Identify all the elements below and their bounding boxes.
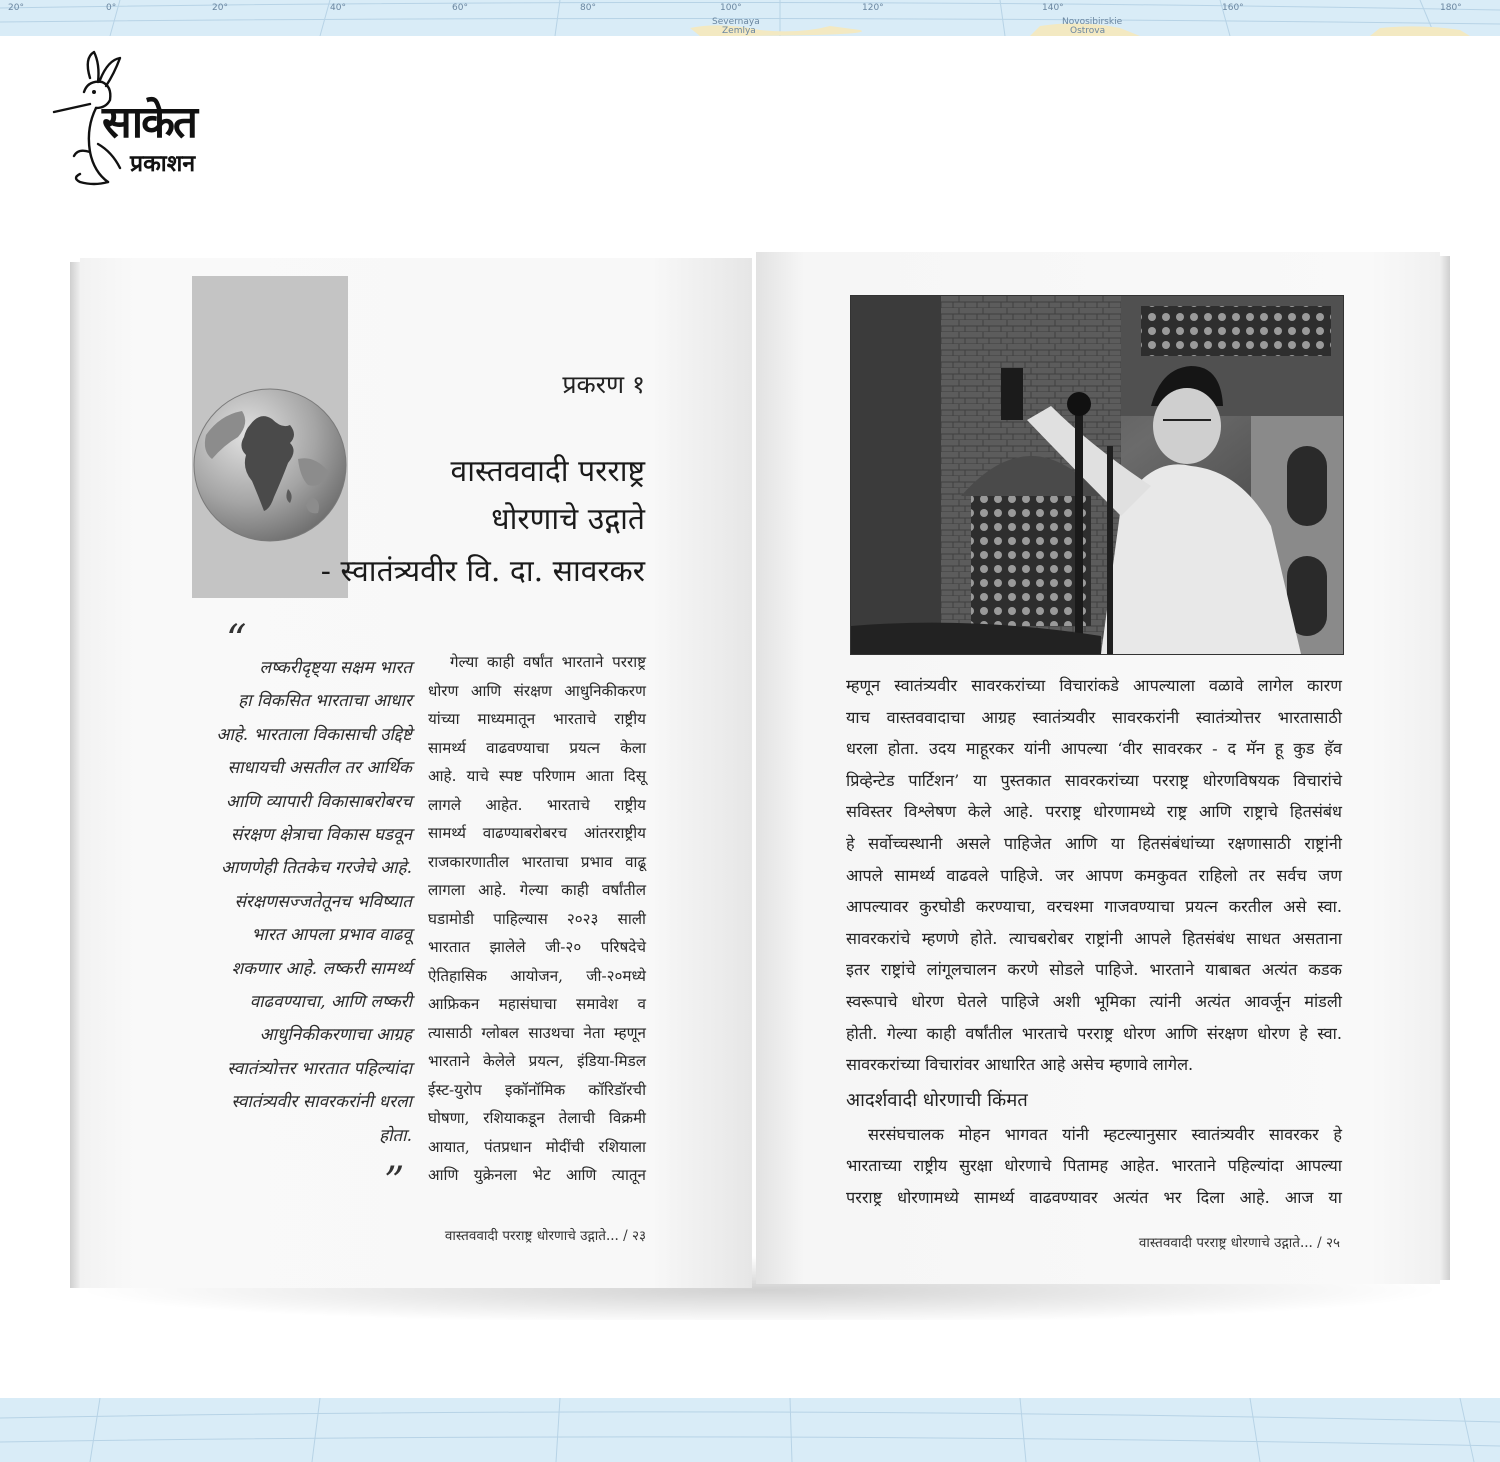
body-line: त्यासाठी ग्लोबल साउथचा नेता म्हणून bbox=[428, 1023, 646, 1042]
quote-line: संरक्षणसज्जतेतूनच भविष्यात bbox=[234, 891, 412, 912]
chapter-title-line-3: - स्वातंत्र्यवीर वि. दा. सावरकर bbox=[320, 554, 645, 589]
quote-line: हा विकसित भारताचा आधार bbox=[238, 691, 412, 712]
map-label: Severnaya bbox=[712, 17, 760, 27]
quote-line: शकणार आहे. लष्करी सामर्थ्य bbox=[231, 958, 412, 979]
body-line: स्वरूपाचे धोरण घेतले पाहिजे अशी भूमिका त्यांनी अत्यंत आवर्जून मांडली bbox=[846, 991, 1342, 1011]
quote-line: आहे. भारताला विकासाची उद्दिष्टे bbox=[216, 724, 412, 745]
map-label: Novosibirskie bbox=[1062, 17, 1123, 27]
savarkar-photo bbox=[850, 295, 1344, 655]
quote-open-mark: “ bbox=[226, 617, 247, 663]
body-line: धरला होता. उदय माहूरकर यांनी आपल्या ‘वीर सावरकर - द मॅन हू कुड हॅव bbox=[846, 739, 1342, 759]
map-label: 40° bbox=[330, 3, 346, 13]
body-line: ऐतिहासिक आयोजन, जी-२०मध्ये bbox=[428, 966, 646, 985]
body-line: लागले आहेत. भारताचे राष्ट्रीय bbox=[428, 795, 646, 814]
quote-line: वाढवण्याचा, आणि लष्करी bbox=[249, 992, 412, 1013]
body-line: आपले सामर्थ्य वाढवले पाहिजे. जर आपण कमकुवत राहिलो तर सर्वच जण bbox=[846, 865, 1342, 885]
quote-line: होता. bbox=[379, 1125, 412, 1146]
chapter-label: प्रकरण १ bbox=[562, 370, 645, 399]
quote-line: स्वातंत्र्योत्तर भारतात पहिल्यांदा bbox=[227, 1058, 412, 1079]
chapter-title-line-1: वास्तववादी परराष्ट्र bbox=[450, 454, 645, 489]
body-line: आयात, पंतप्रधान मोदींची रशियाला bbox=[428, 1137, 646, 1156]
right-body-text bbox=[846, 670, 1342, 1214]
quote-line: संरक्षण क्षेत्राचा विकास घडवून bbox=[230, 825, 412, 846]
body-line: यांच्या माध्यमातून भारताचे राष्ट्रीय bbox=[428, 710, 646, 728]
map-label: 80° bbox=[580, 3, 596, 13]
body-line: राजकारणातील भारताचा प्रभाव वाढू bbox=[428, 852, 646, 871]
body-line: सामर्थ्य वाढवण्याचा प्रयत्न केला bbox=[428, 738, 646, 757]
body-line: भारताने केलेले प्रयत्न, इंडिया-मिडल bbox=[428, 1052, 646, 1070]
left-body-text bbox=[428, 648, 646, 1190]
chapter-title-line-2: धोरणाचे उद्गाते bbox=[491, 502, 645, 537]
right-page-edge bbox=[1440, 256, 1450, 1280]
body-line: म्हणून स्वातंत्र्यवीर सावरकरांच्या विचारांकडे आपल्याला वळावे लागेल कारण bbox=[846, 676, 1342, 695]
body-line: होती. गेल्या काही वर्षांतील भारताचे परराष्ट्र धोरण आणि संरक्षण धोरण हे स्वा. bbox=[846, 1023, 1342, 1043]
body-line: सावरकरांचे म्हणणे होते. त्याचबरोबर राष्ट्रांनी आपले हितसंबंध साधत असताना bbox=[846, 928, 1342, 948]
map-label: 100° bbox=[720, 3, 742, 13]
quote-line: साधायची असतील तर आर्थिक bbox=[227, 758, 412, 779]
quote-line: आधुनिकीकरणाचा आग्रह bbox=[259, 1025, 412, 1046]
body-line: धोरण आणि संरक्षण आधुनिकीकरण bbox=[428, 681, 646, 700]
map-label: 20° bbox=[8, 3, 24, 13]
body-line: सविस्तर विश्लेषण केले आहे. परराष्ट्र धोरणामध्ये राष्ट्र आणि राष्ट्राचे हितसंबंध bbox=[846, 802, 1342, 822]
body-line: भारतात झालेले जी-२० परिषदेचे bbox=[428, 938, 646, 956]
body-line: घोषणा, रशियाकडून तेलाची विक्रमी bbox=[428, 1109, 646, 1127]
quote-line: स्वातंत्र्यवीर सावरकरांनी धरला bbox=[231, 1092, 412, 1113]
quote-close-mark: ” bbox=[384, 1159, 405, 1205]
pull-quote bbox=[180, 652, 412, 1153]
map-label: 140° bbox=[1042, 3, 1064, 13]
section-subheading: आदर्शवादी धोरणाची किंमत bbox=[846, 1089, 1028, 1111]
bottom-map-strip bbox=[0, 1398, 1500, 1462]
logo-subtitle: प्रकाशन bbox=[130, 150, 196, 177]
body-line: सावरकरांच्या विचारांवर आधारित आहे असेच म्हणावे लागेल. bbox=[846, 1055, 1194, 1075]
body-line: आहे. याचे स्पष्ट परिणाम आता दिसू bbox=[428, 767, 646, 785]
map-label: 0° bbox=[106, 3, 117, 13]
map-label: Zemlya bbox=[722, 26, 756, 36]
publisher-logo bbox=[50, 48, 210, 198]
top-map-strip bbox=[0, 0, 1500, 36]
quote-line: आणणेही तितकेच गरजेचे आहे. bbox=[221, 858, 412, 879]
body-line: घडामोडी पाहिल्यास २०२३ साली bbox=[428, 909, 646, 928]
body-line: याच वास्तववादाचा आग्रह स्वातंत्र्यवीर सावरकरांनी स्वातंत्र्योत्तर भारतासाठी bbox=[846, 707, 1342, 727]
logo-title: साकेत bbox=[102, 97, 197, 148]
body-line: भारताच्या राष्ट्रीय सुरक्षा धोरणाचे पितामह आहेत. भारताने पहिल्यांदा आपल्या bbox=[846, 1156, 1342, 1176]
body-line: सरसंघचालक मोहन भागवत यांनी म्हटल्यानुसार स्वातंत्र्यवीर सावरकर हे bbox=[868, 1124, 1342, 1144]
map-label: 20° bbox=[212, 3, 228, 13]
body-line: प्रिव्हेन्टेड पार्टिशन’ या पुस्तकात सावरकरांच्या परराष्ट्र धोरणविषयक विचारांचे bbox=[846, 770, 1342, 790]
body-line: सामर्थ्य वाढण्याबरोबरच आंतरराष्ट्रीय bbox=[428, 824, 646, 842]
left-page-edge bbox=[70, 262, 80, 1288]
body-line: हे सर्वोच्चस्थानी असले पाहिजेत आणि या हितसंबंधांच्या रक्षणासाठी राष्ट्रांनी bbox=[846, 833, 1342, 853]
map-label: 60° bbox=[452, 3, 468, 13]
photo-image bbox=[851, 296, 1343, 654]
globe-icon bbox=[190, 385, 350, 545]
body-line: आफ्रिकन महासंघाचा समावेश व bbox=[428, 995, 646, 1013]
body-line: आणि युक्रेनला भेट आणि त्यातून bbox=[428, 1166, 646, 1184]
body-line: इतर राष्ट्रांचे लांगूलचालन करणे सोडले पाहिजे. भारताने याबाबत अत्यंत कडक bbox=[846, 960, 1342, 980]
right-page-footer: वास्तववादी परराष्ट्र धोरणाचे उद्गाते... / २५ bbox=[1138, 1235, 1340, 1251]
left-page-footer: वास्तववादी परराष्ट्र धोरणाचे उद्गाते... / २३ bbox=[444, 1228, 646, 1244]
body-line: ईस्ट-युरोप इकॉनॉमिक कॉरिडॉरची bbox=[428, 1080, 646, 1099]
map-label: 160° bbox=[1222, 3, 1244, 13]
map-label: 120° bbox=[862, 3, 884, 13]
quote-line: लष्करीदृष्ट्या सक्षम भारत bbox=[259, 658, 412, 678]
quote-line: भारत आपला प्रभाव वाढवू bbox=[251, 925, 412, 946]
body-line: आपल्यावर कुरघोडी करण्याचा, वरचश्मा गाजवण्याचा प्रयत्न करतील असे स्वा. bbox=[846, 897, 1342, 917]
body-line: परराष्ट्र धोरणामध्ये सामर्थ्य वाढवण्यावर अत्यंत भर दिला आहे. आज या bbox=[846, 1187, 1342, 1207]
body-line: गेल्या काही वर्षांत भारताने परराष्ट्र bbox=[450, 653, 646, 671]
map-label: 180° bbox=[1440, 3, 1462, 13]
body-line: लागला आहे. गेल्या काही वर्षांतील bbox=[428, 881, 646, 899]
map-graticule bbox=[0, 1398, 1500, 1462]
map-label: Ostrova bbox=[1070, 26, 1106, 36]
quote-line: आणि व्यापारी विकासाबरोबरच bbox=[225, 791, 412, 812]
